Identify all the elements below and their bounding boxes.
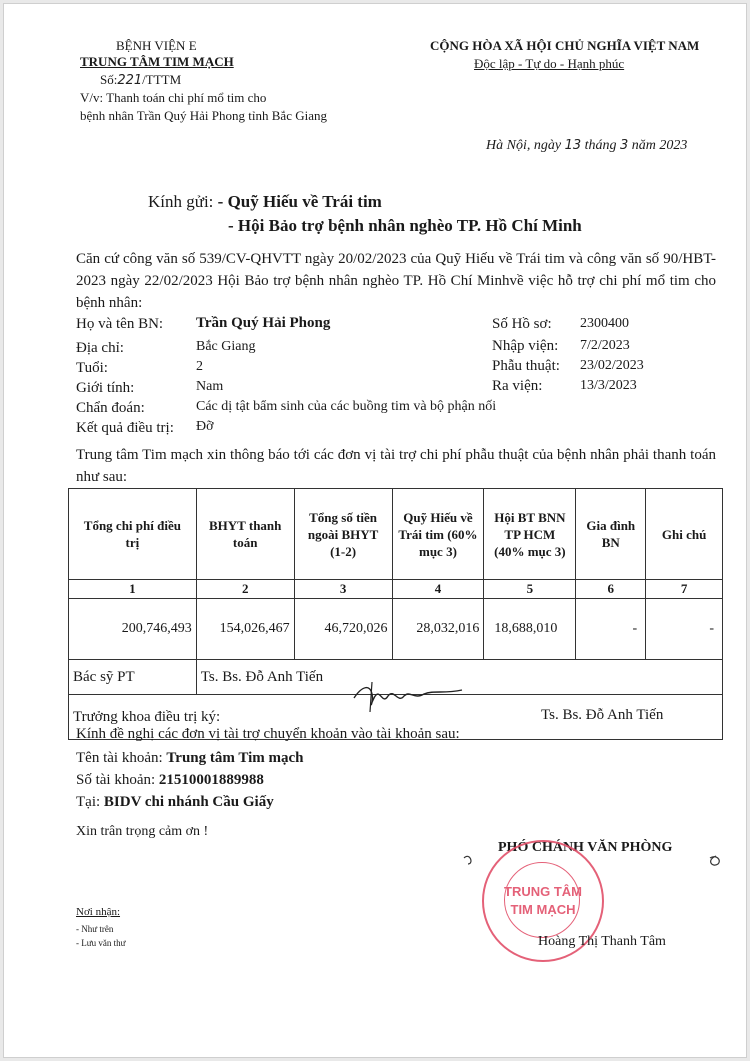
country-name: CỘNG HÒA XÃ HỘI CHỦ NGHĨA VIỆT NAM xyxy=(430,38,700,53)
intro-paragraph: Căn cứ công văn số 539/CV-QHVTT ngày 20/02/2023 của Quỹ Hiếu về Trái tim và công văn số 90/HBT-2023 ngày 22/02/2023 Hội Bảo trợ bệnh nhân nghèo TP. Hồ Chí Minhvề việc hỗ trợ chi phí mổ tim cho bệnh nhân: xyxy=(76,251,716,311)
table-values-row xyxy=(69,599,723,660)
header-total-cost: Tổng chi phí điều trị xyxy=(69,489,197,580)
col-number: 7 xyxy=(646,580,723,599)
recipients-list-item: - Lưu văn thư xyxy=(76,938,126,948)
document-page xyxy=(3,3,747,1058)
header-heart-fund: Quỹ Hiếu về Trái tim (60% mục 3) xyxy=(392,489,484,580)
signer-title: PHÓ CHÁNH VĂN PHÒNG xyxy=(498,840,673,855)
result-value: Đỡ xyxy=(196,419,214,434)
document-number xyxy=(100,72,181,88)
file-no-label: Số Hồ sơ: xyxy=(492,316,552,332)
address-value: Bắc Giang xyxy=(196,339,256,354)
account-name: Trung tâm Tim mạch xyxy=(166,750,304,766)
department-head-label: Trưởng khoa điều trị ký: xyxy=(73,708,221,725)
stamp-line-1: TRUNG TÂM xyxy=(504,884,582,899)
document-date xyxy=(486,138,687,154)
header-out-of-insurance: Tổng số tiền ngoài BHYT (1-2) xyxy=(294,489,392,580)
recipients-block xyxy=(148,192,382,212)
subject-line-1: V/v: Thanh toán chi phí mổ tim cho xyxy=(80,90,267,105)
result-label: Kết quả điều trị: xyxy=(76,420,174,436)
date-month-label: tháng xyxy=(584,138,617,153)
date-year: năm 2023 xyxy=(631,138,688,153)
stamp-line-2: TIM MẠCH xyxy=(510,902,576,917)
doc-no-suffix: /TTTM xyxy=(142,72,182,87)
account-number-label: Số tài khoản: xyxy=(76,772,156,788)
national-motto: Độc lập - Tự do - Hạnh phúc xyxy=(474,56,625,71)
header-family: Gia đình BN xyxy=(576,489,646,580)
date-month-handwritten: 3 xyxy=(620,138,629,153)
address-label: Địa chỉ: xyxy=(76,340,124,356)
bank-label: Tại: xyxy=(76,794,101,810)
age-value: 2 xyxy=(196,359,203,374)
file-no-value: 2300400 xyxy=(580,316,629,331)
account-name-label: Tên tài khoản: xyxy=(76,750,163,766)
date-day-handwritten: 13 xyxy=(564,138,582,153)
col-number: 3 xyxy=(294,580,392,599)
value-family: - xyxy=(576,599,646,660)
col-number: 5 xyxy=(484,580,576,599)
doc-no-handwritten: 221 xyxy=(117,73,143,88)
account-number-line xyxy=(76,772,264,789)
bank-name: BIDV chi nhánh Cầu Giấy xyxy=(103,794,274,810)
surgery-value: 23/02/2023 xyxy=(580,358,644,373)
surgeon-name: Ts. Bs. Đỗ Anh Tiến xyxy=(196,660,722,695)
transfer-request: Kính đề nghị các đơn vị tài trợ chuyển khoản vào tài khoản sau: xyxy=(76,726,460,742)
surgeon-label: Bác sỹ PT xyxy=(69,660,197,695)
department-head-name: Ts. Bs. Đỗ Anh Tiến xyxy=(541,707,664,723)
table-header-row xyxy=(69,489,723,580)
signer-name: Hoàng Thị Thanh Tâm xyxy=(538,934,666,949)
recipient-2: - Hội Bảo trợ bệnh nhân nghèo TP. Hồ Chí Minh xyxy=(228,216,582,235)
discharge-label: Ra viện: xyxy=(492,378,543,394)
admission-label: Nhập viện: xyxy=(492,338,559,354)
recipients-list-item: - Như trên xyxy=(76,924,114,934)
subject-line-2: bệnh nhân Trần Quý Hải Phong tỉnh Bắc Giang xyxy=(80,108,327,123)
value-out-of-insurance: 46,720,026 xyxy=(294,599,392,660)
col-number: 6 xyxy=(576,580,646,599)
recipients-list-title: Nơi nhận: xyxy=(76,906,121,918)
patient-name: Trần Quý Hải Phong xyxy=(196,315,331,331)
table-number-row xyxy=(69,580,723,599)
header-insurance: BHYT thanh toán xyxy=(196,489,294,580)
header-poor-patient-assoc: Hội BT BNN TP HCM (40% mục 3) xyxy=(484,489,576,580)
diagnosis-label: Chẩn đoán: xyxy=(76,400,145,416)
date-prefix: Hà Nội, ngày xyxy=(486,138,562,153)
recipients-label: Kính gửi: xyxy=(148,192,214,211)
surgery-label: Phẫu thuật: xyxy=(492,358,560,374)
value-heart-fund: 28,032,016 xyxy=(392,599,484,660)
value-total-cost: 200,746,493 xyxy=(69,599,197,660)
account-name-line xyxy=(76,750,304,767)
hospital-name: BỆNH VIỆN E xyxy=(116,38,197,53)
col-number: 2 xyxy=(196,580,294,599)
admission-value: 7/2/2023 xyxy=(580,338,630,353)
recipient-1: - Quỹ Hiếu về Trái tim xyxy=(217,192,382,211)
patient-name-label: Họ và tên BN: xyxy=(76,316,164,332)
gender-value: Nam xyxy=(196,379,224,394)
bank-line xyxy=(76,794,274,811)
col-number: 4 xyxy=(392,580,484,599)
header-notes: Ghi chú xyxy=(646,489,723,580)
value-insurance: 154,026,467 xyxy=(196,599,294,660)
closing-thanks: Xin trân trọng cảm ơn ! xyxy=(76,824,209,839)
head-signature xyxy=(344,676,484,716)
value-poor-patient-assoc: 18,688,010 xyxy=(484,599,576,660)
age-label: Tuổi: xyxy=(76,360,108,376)
diagnosis-value: Các dị tật bẩm sinh của các buồng tim và bộ phận nối xyxy=(196,399,497,414)
col-number: 1 xyxy=(69,580,197,599)
discharge-value: 13/3/2023 xyxy=(580,378,637,393)
gender-label: Giới tính: xyxy=(76,380,135,396)
payment-notice: Trung tâm Tim mạch xin thông báo tới các đơn vị tài trợ chi phí phẫu thuật của bệnh nhân phải thanh toán như sau: xyxy=(76,447,716,485)
signer-signature xyxy=(460,850,730,930)
center-name: TRUNG TÂM TIM MẠCH xyxy=(80,54,234,69)
value-notes: - xyxy=(646,599,723,660)
doc-no-prefix: Số: xyxy=(100,72,118,87)
account-number: 21510001889988 xyxy=(158,772,264,788)
